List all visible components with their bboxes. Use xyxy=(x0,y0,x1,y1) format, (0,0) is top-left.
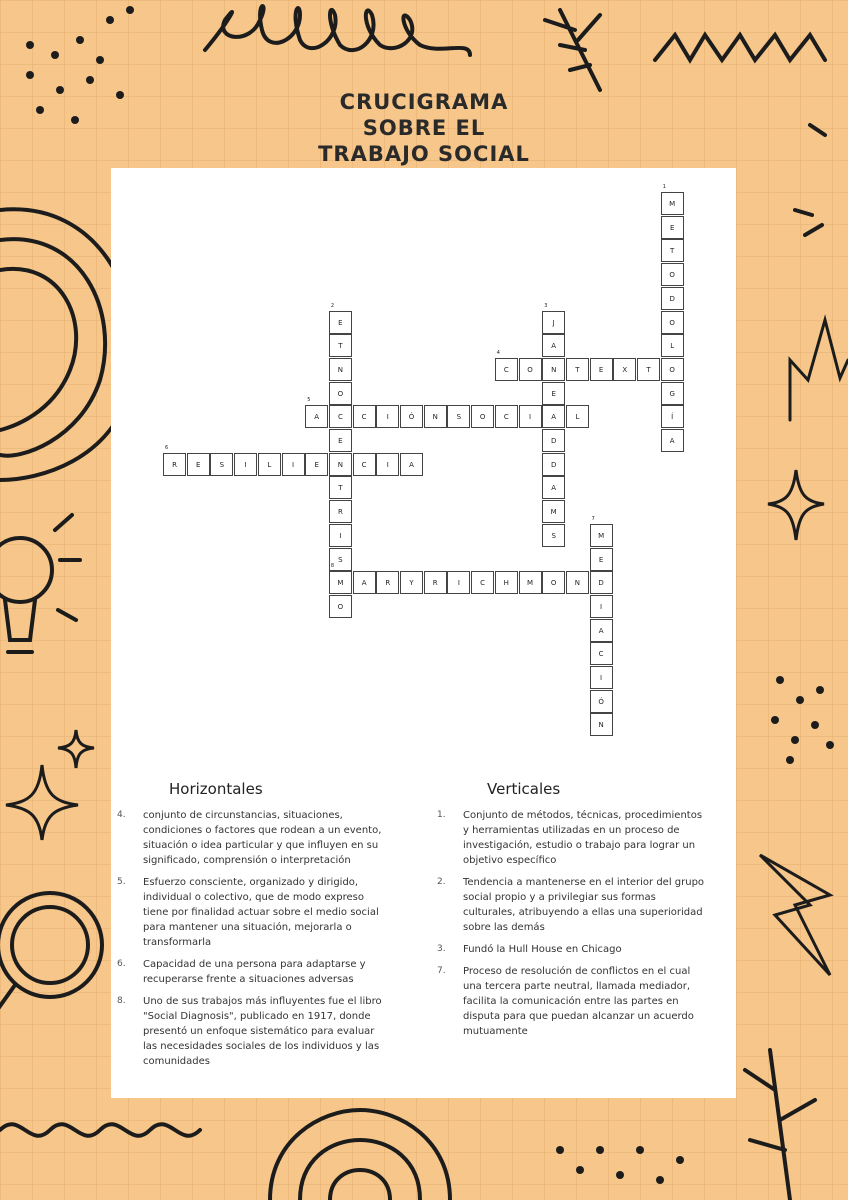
cell-letter: G xyxy=(669,389,675,398)
crossword-cell[interactable] xyxy=(661,334,684,357)
crossword-cell[interactable] xyxy=(376,405,399,428)
cell-letter: C xyxy=(361,460,367,469)
cell-letter: C xyxy=(598,650,604,659)
clue-item: 2. Tendencia a mantenerse en el interior del grupo social propio y a privilegiar sus formas culturales, atribuyendo a ellas una superioridad sobre las demás xyxy=(437,877,705,933)
crossword-cell[interactable] xyxy=(447,571,470,594)
cell-letter: R xyxy=(337,508,343,517)
crossword-cell[interactable] xyxy=(329,563,352,594)
cell-letter: O xyxy=(527,365,533,374)
crossword-cell[interactable] xyxy=(353,453,376,476)
crossword-cell[interactable] xyxy=(661,358,684,381)
crossword-cell[interactable] xyxy=(661,263,684,286)
cell-letter: O xyxy=(669,271,675,280)
cell-letter: Ó xyxy=(408,413,415,422)
crossword-cell[interactable] xyxy=(163,444,186,476)
cell-letter: C xyxy=(337,413,343,422)
crossword-cell[interactable] xyxy=(590,548,613,571)
cell-letter: T xyxy=(338,342,343,351)
cell-letter: L xyxy=(575,413,580,422)
cell-letter: C xyxy=(480,579,486,588)
crossword-cell[interactable] xyxy=(613,358,636,381)
crossword-cell[interactable] xyxy=(661,382,684,405)
cell-letter: R xyxy=(385,579,391,588)
cell-letter: L xyxy=(670,342,675,351)
cell-letter: C xyxy=(503,365,509,374)
cell-letter: A xyxy=(361,579,367,588)
crossword-cell[interactable] xyxy=(566,358,589,381)
cell-letter: O xyxy=(669,318,675,327)
clue-number: 5 xyxy=(307,397,311,404)
cell-letter: X xyxy=(622,365,628,374)
cell-letter: M xyxy=(550,508,557,517)
crossword-cell[interactable] xyxy=(590,690,613,713)
crossword-cell[interactable] xyxy=(305,397,328,428)
cell-letter: R xyxy=(432,579,438,588)
cell-letter: A xyxy=(669,437,675,445)
crossword-cell[interactable] xyxy=(234,453,257,476)
clue-number: 6 xyxy=(165,444,169,451)
cell-letter: N xyxy=(432,413,438,422)
cell-letter: M xyxy=(337,579,344,588)
crossword-cell[interactable] xyxy=(519,358,542,381)
cell-letter: A xyxy=(551,413,557,422)
cell-letter: A xyxy=(314,413,320,422)
crossword-cell[interactable] xyxy=(495,405,518,428)
crossword-cell[interactable] xyxy=(376,571,399,594)
cell-letter: I xyxy=(291,460,295,469)
crossword-cell[interactable] xyxy=(661,287,684,310)
cell-letter: E xyxy=(598,365,604,374)
cell-letter: I xyxy=(244,460,247,469)
cell-letter: Y xyxy=(409,579,414,588)
crossword-cell[interactable] xyxy=(329,524,352,547)
clue-number: 7 xyxy=(591,515,595,522)
clue-item: 4. conjunto de circunstancias, situaciones, condiciones o factores que rodean a un evento, situación o idea particular y que influyen en su significado, comprensión o interpretación xyxy=(117,810,382,866)
cell-letter: D xyxy=(550,437,557,445)
crossword-cell[interactable] xyxy=(329,405,352,428)
clue-number: 3 xyxy=(544,302,548,309)
cell-letter: Í xyxy=(671,413,674,422)
crossword-cell[interactable] xyxy=(424,405,447,428)
cell-letter: S xyxy=(219,460,225,469)
title-line-3: TRABAJO SOCIAL xyxy=(318,142,530,166)
crossword-cell[interactable] xyxy=(661,311,684,334)
cell-letter: A xyxy=(598,626,604,635)
crossword-cell[interactable] xyxy=(424,571,447,594)
crossword-cell[interactable] xyxy=(542,382,565,405)
worksheet-paper xyxy=(111,168,736,1098)
crossword-cell[interactable] xyxy=(471,405,494,428)
cell-letter: N xyxy=(551,365,557,374)
cell-letter: S xyxy=(551,531,556,540)
clue-item: 6. Capacidad de una persona para adaptarse y recuperarse frente a situaciones adversas xyxy=(117,959,366,985)
crossword-cell[interactable] xyxy=(590,358,613,381)
cell-letter: M xyxy=(526,579,534,588)
crossword-cell[interactable] xyxy=(353,571,376,594)
clue-number: 8 xyxy=(330,563,335,570)
cell-letter: E xyxy=(338,318,343,327)
crossword-cell[interactable] xyxy=(637,358,660,381)
crossword-cell[interactable] xyxy=(590,571,613,594)
cell-letter: I xyxy=(386,413,389,422)
cell-letter: O xyxy=(669,365,675,374)
cell-letter: E xyxy=(314,460,319,469)
crossword-cell[interactable] xyxy=(258,453,281,476)
cell-letter: N xyxy=(337,460,344,469)
crossword-cell[interactable] xyxy=(542,571,565,594)
cell-letter: S xyxy=(456,413,462,422)
crossword-cell[interactable] xyxy=(566,405,589,428)
crossword-cell[interactable] xyxy=(400,405,423,428)
title-line-2: SOBRE EL xyxy=(362,116,486,140)
crossword-cell[interactable] xyxy=(495,571,518,594)
crossword-cell[interactable] xyxy=(187,453,210,476)
crossword-cell[interactable] xyxy=(329,358,352,381)
cell-letter: D xyxy=(598,579,604,588)
crossword-cell[interactable] xyxy=(329,595,352,618)
crossword-cell[interactable] xyxy=(542,358,565,381)
clue-item: 3. Fundó la Hull House en Chicago xyxy=(437,944,622,955)
cell-letter: O xyxy=(337,602,344,611)
crossword-cell[interactable] xyxy=(661,429,684,452)
crossword-cell[interactable] xyxy=(210,453,233,476)
cell-letter: A xyxy=(551,484,557,493)
crossword-cell[interactable] xyxy=(400,453,423,476)
crossword-cell[interactable] xyxy=(590,713,613,736)
crossword-cell[interactable] xyxy=(329,302,352,334)
cell-letter: Ó xyxy=(598,697,604,706)
cell-letter: C xyxy=(503,413,509,422)
cell-letter: S xyxy=(338,555,343,564)
clue-item: 8. Uno de sus trabajos más influyentes fue el libro "Social Diagnosis", publicado en 1917, donde presentó un enfoque sistemático para evaluar las necesidades sociales de los individuos y las comunidades xyxy=(117,996,382,1067)
cell-letter: T xyxy=(338,484,343,493)
cell-letter: A xyxy=(551,342,557,351)
cell-letter: I xyxy=(386,460,389,469)
crossword-cell[interactable] xyxy=(542,500,565,523)
cell-letter: N xyxy=(574,579,581,588)
cell-letter: I xyxy=(457,579,460,588)
crossword-cell[interactable] xyxy=(542,476,565,499)
cell-letter: C xyxy=(361,413,367,422)
crossword-cell[interactable] xyxy=(329,500,352,523)
crossword-cell[interactable] xyxy=(661,405,684,428)
crossword-cell[interactable] xyxy=(590,666,613,689)
crossword-cell[interactable] xyxy=(661,184,684,215)
clue-number: 1 xyxy=(662,184,666,190)
crossword-cell[interactable] xyxy=(566,571,589,594)
crossword-cell[interactable] xyxy=(519,405,542,428)
crossword-cell[interactable] xyxy=(329,382,352,405)
crossword-cell[interactable] xyxy=(590,619,613,642)
crossword-cell[interactable] xyxy=(661,239,684,262)
horizontal-heading: Horizontales xyxy=(169,780,263,798)
cell-letter: J xyxy=(552,318,555,327)
cell-letter: T xyxy=(646,365,651,374)
crossword-cell[interactable] xyxy=(542,405,565,428)
cell-letter: I xyxy=(528,413,532,422)
cell-letter: I xyxy=(600,602,603,611)
crossword-cell[interactable] xyxy=(329,476,352,499)
cell-letter: M xyxy=(669,200,676,208)
cell-letter: O xyxy=(337,389,344,398)
crossword-cell[interactable] xyxy=(329,334,352,357)
cell-letter: L xyxy=(267,460,272,469)
title-line-1: CRUCIGRAMA xyxy=(339,90,509,114)
cell-letter: N xyxy=(598,721,604,730)
crossword-cell[interactable] xyxy=(661,216,684,239)
crossword-cell[interactable] xyxy=(542,429,565,452)
cell-letter: E xyxy=(551,389,556,398)
cell-letter: M xyxy=(598,531,605,540)
crossword-cell[interactable] xyxy=(329,453,352,476)
cell-letter: H xyxy=(503,579,509,588)
cell-letter: E xyxy=(195,460,201,469)
clue-item: 1. Conjunto de métodos, técnicas, procedimientos y herramientas utilizadas en un proceso de investigación, estudio o trabajo para lograr un objetivo específico xyxy=(437,810,703,866)
cell-letter: E xyxy=(338,437,343,445)
vertical-heading: Verticales xyxy=(487,780,561,798)
crossword-cell[interactable] xyxy=(282,453,305,476)
crossword-cell[interactable] xyxy=(542,524,565,547)
clue-item: 7. Proceso de resolución de conflictos en el cual una tercera parte neutral, llamada mediador, facilita la comunicación entre las partes en disputa para que puedan alcanzar un acuerdo mutuamente xyxy=(437,966,694,1037)
crossword-cell[interactable] xyxy=(542,453,565,476)
crossword-cell[interactable] xyxy=(590,515,613,547)
cell-letter: O xyxy=(550,579,557,588)
clue-item: 5. Esfuerzo consciente, organizado y dirigido, individual o colectivo, que de modo expreso tiene por finalidad actuar sobre el medio social para mantener una situación, mejorarla o transformarla xyxy=(117,877,379,948)
cell-letter: R xyxy=(172,460,177,469)
cell-letter: I xyxy=(339,531,342,540)
crossword-cell[interactable] xyxy=(542,302,565,334)
crossword-cell[interactable] xyxy=(519,571,542,594)
cell-letter: D xyxy=(550,460,557,469)
clue-number: 2 xyxy=(330,302,335,309)
crossword-cell[interactable] xyxy=(376,453,399,476)
crossword-cell[interactable] xyxy=(447,405,470,428)
crossword-cell[interactable] xyxy=(305,453,328,476)
crossword-cell[interactable] xyxy=(542,334,565,357)
cell-letter: E xyxy=(598,555,604,564)
crossword-cell[interactable] xyxy=(590,595,613,618)
crossword-cell[interactable] xyxy=(353,405,376,428)
cell-letter: E xyxy=(669,223,675,232)
crossword-cell[interactable] xyxy=(590,642,613,665)
horizontal-clue-list xyxy=(111,808,391,1076)
crossword-cell[interactable] xyxy=(495,349,518,381)
cell-letter: A xyxy=(409,460,414,469)
cell-letter: I xyxy=(600,674,603,682)
cell-letter: N xyxy=(337,365,344,374)
cell-letter: T xyxy=(670,247,675,256)
cell-letter: T xyxy=(575,365,580,374)
clue-number: 4 xyxy=(496,349,500,356)
cell-letter: O xyxy=(479,413,486,422)
crossword-cell[interactable] xyxy=(471,571,494,594)
vertical-clue-list xyxy=(431,808,711,1046)
cell-letter: D xyxy=(669,294,675,303)
crossword-cell[interactable] xyxy=(329,429,352,452)
crossword-cell[interactable] xyxy=(400,571,423,594)
